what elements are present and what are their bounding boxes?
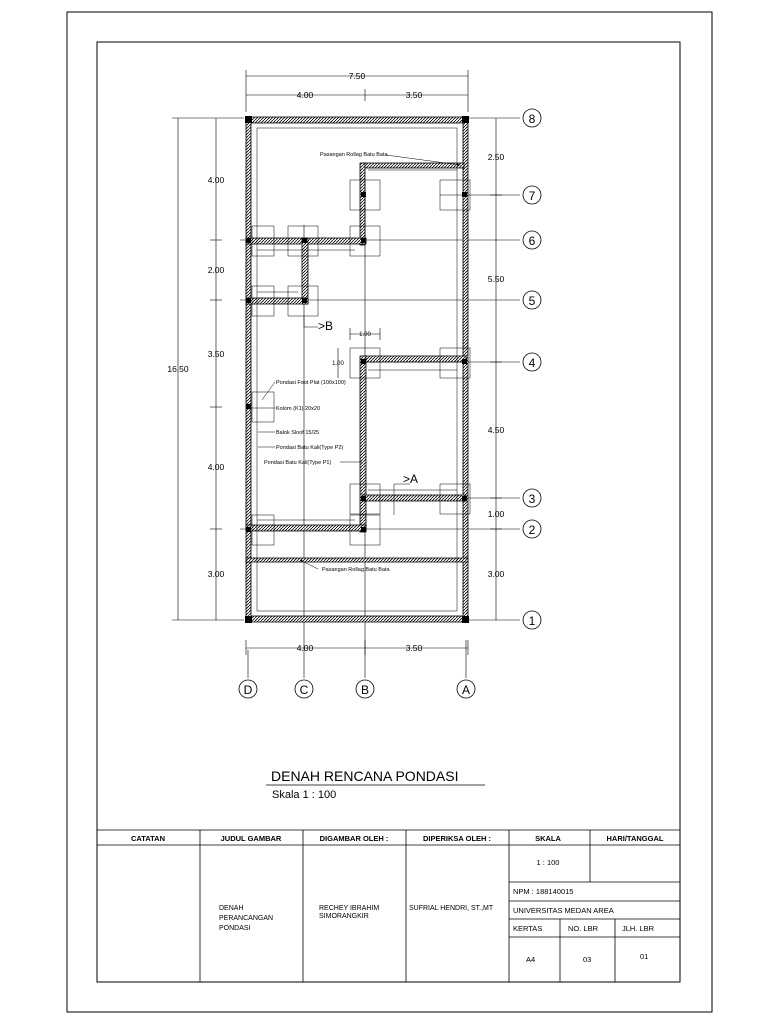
- digambar-line: SIMORANGKIR: [319, 913, 369, 920]
- kertas-value: A4: [526, 955, 536, 964]
- diperiksa-name: SUFRIAL HENDRI, ST.,MT: [409, 905, 494, 912]
- inner-border: [97, 42, 680, 982]
- judul-line: DENAH: [219, 905, 244, 912]
- drawing-scale: Skala 1 : 100: [272, 789, 337, 801]
- label-foot-plat: Pondasi Foot Plat (100x100): [276, 380, 346, 386]
- kertas-label: KERTAS: [513, 924, 543, 933]
- section-marker-a: >A: [403, 472, 419, 486]
- sloof-lines: [257, 128, 457, 611]
- column-label: A: [461, 683, 471, 697]
- header-skala: SKALA: [535, 834, 561, 843]
- label-pondasi-p2: Pondasi Batu Kali(Type P2): [276, 445, 344, 451]
- row-label: 3: [528, 492, 536, 506]
- dim-left-seg: 4.00: [207, 175, 225, 185]
- columns: [245, 116, 469, 623]
- dim-left-seg: 3.00: [207, 569, 225, 579]
- column-bubbles: [239, 680, 475, 698]
- judul-line: PONDASI: [219, 925, 251, 932]
- dim-right-seg: 5.50: [487, 274, 505, 284]
- no-lbr-value: 03: [583, 955, 592, 964]
- dim-left-seg: 2.00: [207, 265, 225, 275]
- dim-top-right: 3.50: [405, 90, 423, 100]
- header-diperiksa: DIPERIKSA OLEH :: [422, 834, 492, 843]
- outer-border: [67, 12, 712, 1012]
- dim-top-total: 7.50: [348, 71, 366, 81]
- row-label: 8: [528, 112, 536, 126]
- label-rollag-top: Pasangan Rollag Batu Bata: [320, 152, 388, 158]
- dim-right-seg: 2.50: [487, 152, 505, 162]
- dim-bottom-left: 4.00: [296, 643, 314, 653]
- header-digambar: DIGAMBAR OLEH :: [319, 834, 389, 843]
- header-judul: JUDUL GAMBAR: [220, 834, 282, 843]
- label-kolom: Kolom (K1) 20x20: [276, 406, 321, 412]
- university: UNIVERSITAS MEDAN AREA: [513, 906, 614, 915]
- jlh-lbr-label: JLH. LBR: [622, 924, 655, 933]
- skala-value: 1 : 100: [536, 858, 560, 867]
- header-hari: HARI/TANGGAL: [606, 834, 664, 843]
- row-label: 5: [528, 294, 536, 308]
- column-label: B: [360, 683, 370, 697]
- dim-right-seg: 3.00: [487, 569, 505, 579]
- header-catatan: CATATAN: [130, 834, 166, 843]
- npm: NPM : 188140015: [513, 887, 574, 896]
- column-label: D: [243, 683, 253, 697]
- row-label: 4: [528, 356, 536, 370]
- row-label: 1: [528, 614, 536, 628]
- section-marker-b: >B: [318, 319, 334, 333]
- label-rollag-bottom: Pasangan Rollag Batu Bata: [322, 567, 390, 573]
- dim-left-seg: 4.00: [207, 462, 225, 472]
- drawing-title: DENAH RENCANA PONDASI: [271, 768, 459, 784]
- jlh-lbr-value: 01: [640, 952, 649, 961]
- dim-left-seg: 3.50: [207, 349, 225, 359]
- judul-line: PERANCANGAN: [219, 915, 274, 922]
- row-label: 6: [528, 234, 536, 248]
- dim-right-seg: 4.50: [487, 425, 505, 435]
- dim-foot-height: 1.00: [332, 361, 344, 367]
- digambar-line: RECHEY IBRAHIM: [319, 905, 380, 912]
- no-lbr-label: NO. LBR: [568, 924, 599, 933]
- dim-overall-height: 16.50: [167, 364, 189, 374]
- row-label: 7: [528, 189, 536, 203]
- dim-foot-width: 1.00: [359, 332, 371, 338]
- dim-right-seg: 1.00: [487, 509, 505, 519]
- label-pondasi-p1: Pondasi Batu Kali(Type P1): [264, 460, 332, 466]
- dim-bottom-right: 3.50: [405, 643, 423, 653]
- foundation-walls: [246, 117, 468, 622]
- column-label: C: [299, 683, 309, 697]
- row-label: 2: [528, 523, 536, 537]
- dim-top-left: 4.00: [296, 90, 314, 100]
- label-sloof: Balok Sloof 15/25: [276, 430, 320, 436]
